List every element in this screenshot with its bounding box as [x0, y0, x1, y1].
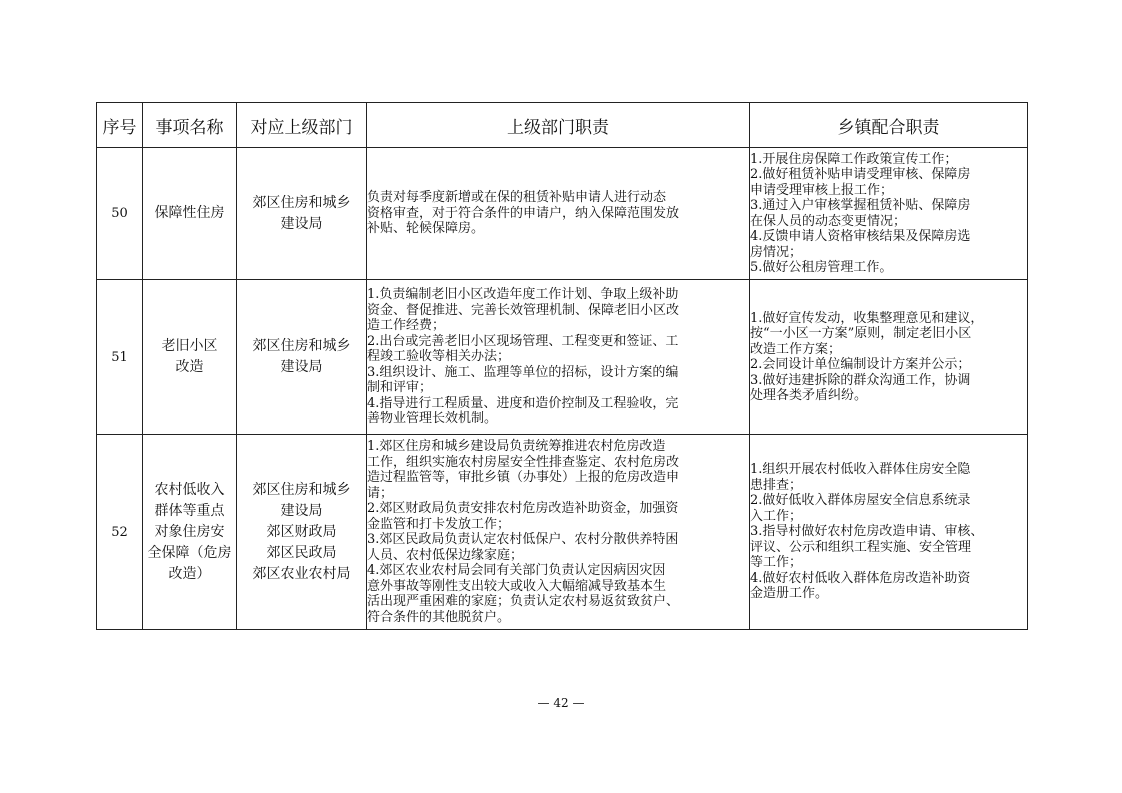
header-item-name: 事项名称 — [143, 103, 237, 148]
table-row — [97, 280, 1028, 435]
row-number: 50 — [97, 148, 143, 280]
item-name: 农村低收入 群体等重点 对象住房安 全保障（危房 改造） — [143, 435, 237, 630]
town-duty: 1.做好宣传发动，收集整理意见和建议， 按“一小区一方案”原则，制定老旧小区 改造工作方案； 2.会同设计单位编制设计方案并公示； 3.做好违建拆除的群众沟通工作，协调 处理各类矛盾纠纷。 — [750, 280, 1028, 435]
upper-duty: 1.郊区住房和城乡建设局负责统筹推进农村危房改造 工作，组织实施农村房屋安全性排查鉴定、农村危房改 造过程监管等，审批乡镇（办事处）上报的危房改造申 请； 2.郊区财政局负责安排农村危房改造补助资金，加强资 金监管和打卡发放工作； 3.郊区民政局负责认定农村低保户、农村分散供养特困 人员、农村低保边缘家庭； 4.郊区农业农村局会同有关部门负责认定因病因灾因 意外事故等刚性支出较大或收入大幅缩减导致基本生 活出现严重困难的家庭；负责认定农村易返贫致贫户、 符合条件的其他脱贫户。 — [367, 435, 750, 630]
upper-duty: 1.负责编制老旧小区改造年度工作计划、争取上级补助 资金、督促推进、完善长效管理机制、保障老旧小区改 造工作经费； 2.出台或完善老旧小区现场管理、工程变更和签证、工 程竣工验收等相关办法； 3.组织设计、施工、监理等单位的招标，设计方案的编 制和评审； 4.指导进行工程质量、进度和造价控制及工程验收，完 善物业管理长效机制。 — [367, 280, 750, 435]
upper-dept: 郊区住房和城乡 建设局 — [237, 148, 367, 280]
row-number: 51 — [97, 280, 143, 435]
upper-duty: 负责对每季度新增或在保的租赁补贴申请人进行动态 资格审查，对于符合条件的申请户，纳入保障范围发放 补贴、轮候保障房。 — [367, 148, 750, 280]
table-row — [97, 148, 1028, 280]
item-name: 保障性住房 — [143, 148, 237, 280]
town-duty: 1.组织开展农村低收入群体住房安全隐 患排查； 2.做好低收入群体房屋安全信息系统录 入工作； 3.指导村做好农村危房改造申请、审核、 评议、公示和组织工程实施、安全管理 等工作； 4.做好农村低收入群体危房改造补助资 金造册工作。 — [750, 435, 1028, 630]
upper-dept: 郊区住房和城乡 建设局 郊区财政局 郊区民政局 郊区农业农村局 — [237, 435, 367, 630]
row-number: 52 — [97, 435, 143, 630]
header-row — [97, 103, 1028, 148]
town-duty: 1.开展住房保障工作政策宣传工作； 2.做好租赁补贴申请受理审核、保障房 申请受理审核上报工作； 3.通过入户审核掌握租赁补贴、保障房 在保人员的动态变更情况； 4.反馈申请人资格审核结果及保障房选 房情况； 5.做好公租房管理工作。 — [750, 148, 1028, 280]
item-name: 老旧小区 改造 — [143, 280, 237, 435]
page-number: — 42 — — [537, 696, 585, 710]
duty-table — [96, 102, 1028, 630]
header-town-duty: 乡镇配合职责 — [750, 103, 1028, 148]
header-upper-duty: 上级部门职责 — [367, 103, 750, 148]
table-row — [97, 435, 1028, 630]
header-upper-dept: 对应上级部门 — [237, 103, 367, 148]
header-seq: 序号 — [97, 103, 143, 148]
upper-dept: 郊区住房和城乡 建设局 — [237, 280, 367, 435]
